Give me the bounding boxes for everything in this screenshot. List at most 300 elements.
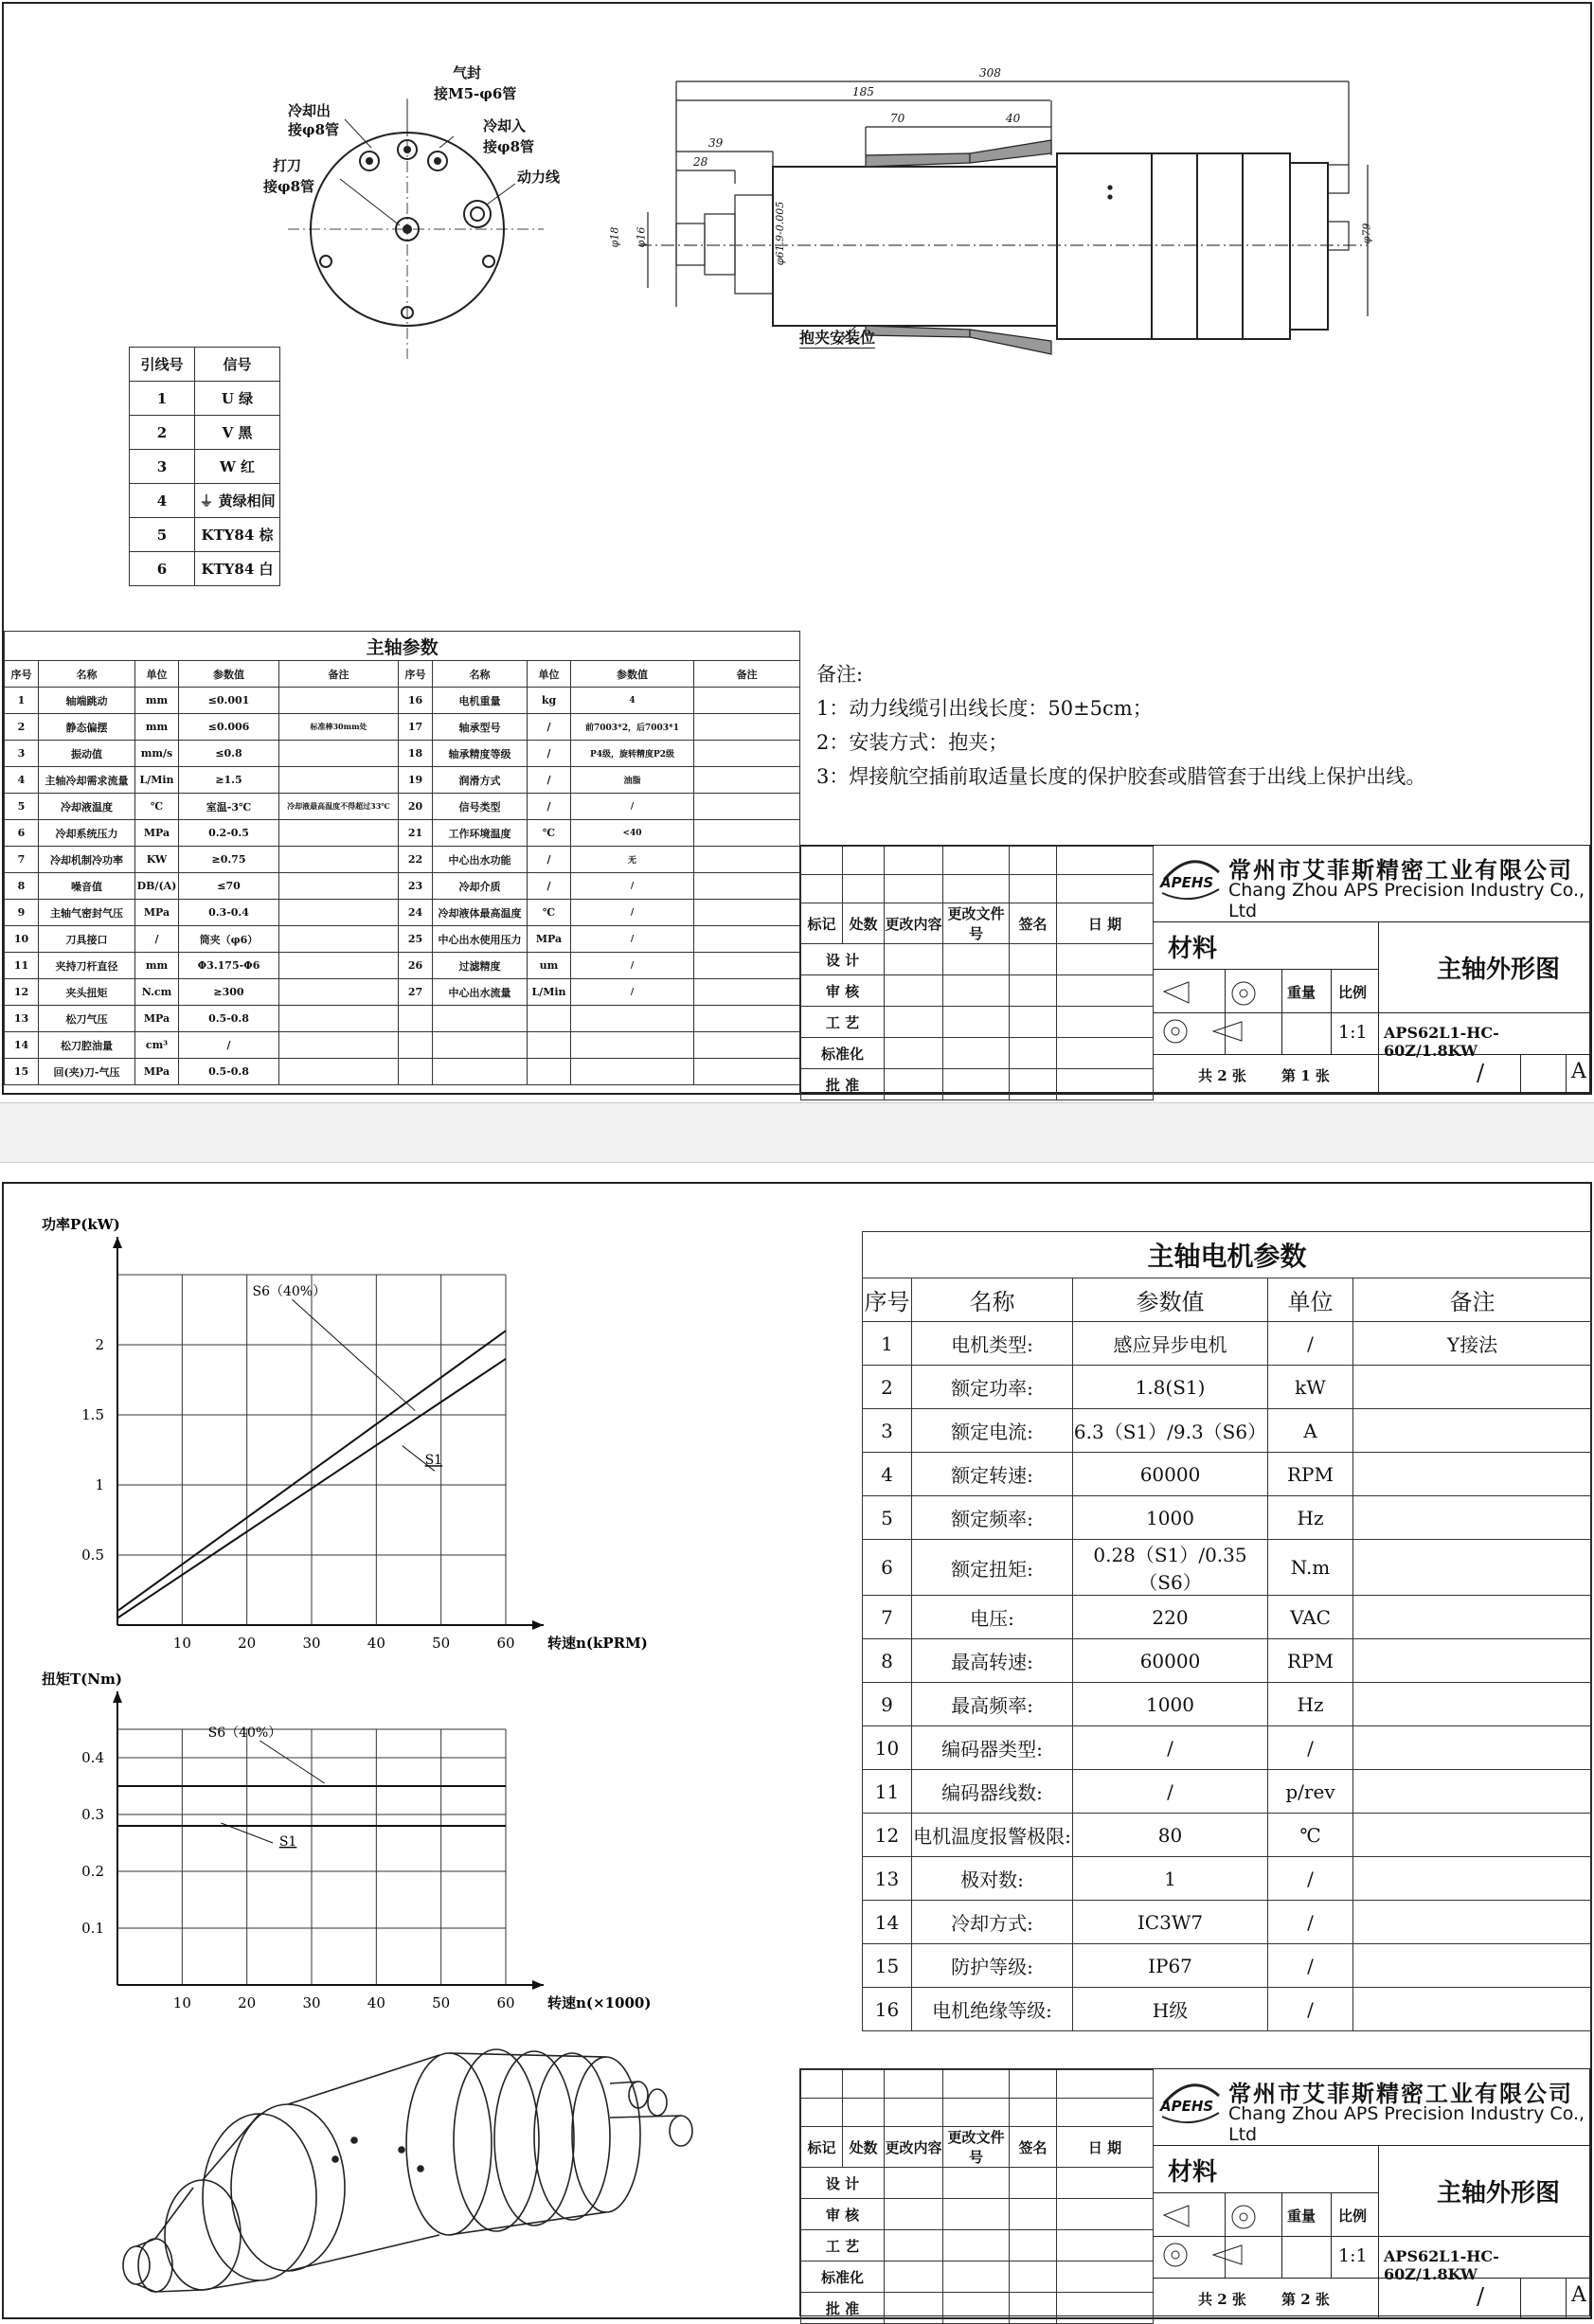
dim-40: 40 <box>1006 112 1021 125</box>
spindle-params-title: 主轴参数 <box>5 632 800 661</box>
motor-cell: 编码器线数: <box>912 1770 1073 1814</box>
motor-cell: 8 <box>863 1639 912 1683</box>
spindle-cell: MPa <box>135 900 179 926</box>
tb-role-design: 设 计 <box>801 2168 885 2199</box>
motor-cell <box>1353 1857 1592 1901</box>
wiring-cell: 6 <box>130 552 195 586</box>
spindle-cell <box>694 767 800 794</box>
motor-cell <box>1353 1901 1592 1944</box>
motor-cell: / <box>1268 1944 1353 1988</box>
motor-cell: 1.8(S1) <box>1073 1366 1268 1409</box>
spindle-cell: 冷却介质 <box>433 873 528 900</box>
spindle-cell: ≤70 <box>179 873 279 900</box>
motor-cell <box>1353 1596 1592 1639</box>
table-row <box>863 1770 1592 1814</box>
spindle-cell: / <box>528 714 571 741</box>
spindle-cell: 刀具接口 <box>39 926 135 953</box>
motor-cell: Hz <box>1268 1683 1353 1726</box>
tb-header-date: 日 期 <box>1057 903 1154 944</box>
spindle-cell: / <box>528 847 571 873</box>
spindle-cell: DB/(A) <box>135 873 179 900</box>
spindle-cell <box>528 1059 571 1085</box>
spindle-cell: 10 <box>5 926 39 953</box>
spindle-cell: 筒夹（φ6） <box>179 926 279 953</box>
spindle-cell: 15 <box>5 1059 39 1085</box>
dim-phi16: φ16 <box>635 226 648 248</box>
cool-out-label: 冷却出 <box>288 102 331 119</box>
tb-header-change: 更改内容 <box>885 2127 943 2168</box>
dim-70: 70 <box>890 112 905 125</box>
x-tick-label: 30 <box>302 1635 321 1652</box>
spindle-cell <box>694 953 800 979</box>
motor-cell: 14 <box>863 1901 912 1944</box>
company-name-en: Chang Zhou APS Precision Industry Co., Ltd <box>1228 2103 1585 2145</box>
motor-cell: / <box>1073 1770 1268 1814</box>
spindle-cell: 21 <box>399 820 433 847</box>
spindle-cell <box>433 1059 528 1085</box>
spindle-cell: ≥0.75 <box>179 847 279 873</box>
wiring-cell: 3 <box>130 450 195 484</box>
spindle-cell: 润滑方式 <box>433 767 528 794</box>
motor-cell: 80 <box>1073 1814 1268 1857</box>
spindle-cell: 电机重量 <box>433 688 528 714</box>
table-row <box>863 1726 1592 1770</box>
y-tick-label: 1 <box>95 1476 104 1493</box>
spindle-cell: ℃ <box>528 820 571 847</box>
company-name-cn: 常州市艾菲斯精密工业有限公司 <box>1228 856 1573 884</box>
x-axis-arrow-icon <box>532 1980 544 1990</box>
motor-cell <box>1353 1366 1592 1409</box>
motor-cell <box>1353 1988 1592 2031</box>
motor-cell <box>1353 1540 1592 1596</box>
wiring-header-signal: 信号 <box>195 348 280 382</box>
spindle-cell: 6 <box>5 820 39 847</box>
table-row <box>863 1322 1592 1366</box>
spindle-cell <box>694 926 800 953</box>
wiring-cell: 2 <box>130 416 195 450</box>
spindle-cell: / <box>571 926 694 953</box>
note-item-3: 3：焊接航空插前取适量长度的保护胶套或腊管套于出线上保护出线。 <box>816 765 1426 788</box>
spindle-cell: / <box>135 926 179 953</box>
spindle-cell: 27 <box>399 979 433 1006</box>
spindle-cell: MPa <box>135 1059 179 1085</box>
spindle-cell: mm <box>135 953 179 979</box>
spindle-cell: 工作环境温度 <box>433 820 528 847</box>
spindle-cell <box>279 688 399 714</box>
wiring-cell: 4 <box>130 484 195 518</box>
motor-cell: 最高频率: <box>912 1683 1073 1726</box>
motor-cell: RPM <box>1268 1453 1353 1496</box>
spindle-cell: / <box>571 794 694 820</box>
wiring-cell: KTY84 棕 <box>195 518 280 552</box>
motor-cell: 极对数: <box>912 1857 1073 1901</box>
tb-header-date: 日 期 <box>1057 2127 1154 2168</box>
wiring-cell: W 红 <box>195 450 280 484</box>
spindle-cell <box>694 1032 800 1059</box>
table-row <box>5 900 800 926</box>
spindle-cell: <40 <box>571 820 694 847</box>
y-axis-arrow-icon <box>113 1691 122 1703</box>
table-row <box>5 979 800 1006</box>
motor-cell: 4 <box>863 1453 912 1496</box>
motor-cell: H级 <box>1073 1988 1268 2031</box>
cool-in-label: 冷却入 <box>483 117 527 134</box>
motor-cell: 60000 <box>1073 1453 1268 1496</box>
spindle-cell <box>571 1006 694 1032</box>
spindle-cell: L/Min <box>135 767 179 794</box>
spindle-cell: 13 <box>5 1006 39 1032</box>
x-axis-arrow-icon <box>532 1620 544 1630</box>
motor-cell <box>1353 1639 1592 1683</box>
motor-cell <box>1353 1496 1592 1540</box>
y-tick-label: 1.5 <box>81 1406 104 1423</box>
tb-header-file: 更改文件号 <box>943 2127 1010 2168</box>
notes-title: 备注: <box>816 663 864 686</box>
projection-symbol-icon <box>1156 973 1289 1052</box>
motor-cell: 电压: <box>912 1596 1073 1639</box>
projection-symbol-icon <box>1156 2196 1289 2276</box>
y-axis-arrow-icon <box>113 1237 122 1248</box>
drawing-sheet-1 <box>2 2 1592 1095</box>
x-tick-label: 10 <box>172 1635 191 1652</box>
drawing-title: 主轴外形图 <box>1437 2179 1561 2208</box>
motor-cell: 编码器类型: <box>912 1726 1073 1770</box>
spindle-cell: ≤0.8 <box>179 741 279 767</box>
power-chart <box>32 1216 648 1686</box>
spindle-cell: 静态偏摆 <box>39 714 135 741</box>
spindle-col-header: 序号 <box>399 661 433 688</box>
spindle-cell: 26 <box>399 953 433 979</box>
company-logo <box>1158 2075 1225 2124</box>
dim-185: 185 <box>852 85 874 98</box>
motor-params-table <box>862 1231 1592 2031</box>
table-row <box>5 688 800 714</box>
motor-cell: 13 <box>863 1857 912 1901</box>
spindle-cell: 振动值 <box>39 741 135 767</box>
spindle-cell: 4 <box>571 688 694 714</box>
spindle-cell: 冷却液最高温度不得超过33℃ <box>279 794 399 820</box>
power-cable-label: 动力线 <box>517 169 561 186</box>
tb-role-design: 设 计 <box>801 944 885 975</box>
tb-role-standard: 标准化 <box>801 1038 885 1069</box>
total-sheets: 共 2 张 <box>1198 1067 1246 1084</box>
scale-value: 1:1 <box>1338 1022 1368 1043</box>
dim-phi62: φ61.9-0.005 <box>774 201 787 266</box>
spindle-cell: 冷却机制冷功率 <box>39 847 135 873</box>
x-tick-label: 50 <box>432 1635 451 1652</box>
spindle-3d-illustration <box>99 2046 761 2311</box>
spindle-cell <box>279 1059 399 1085</box>
motor-cell: IP67 <box>1073 1944 1268 1988</box>
spindle-cell: MPa <box>528 926 571 953</box>
material-label: 材料 <box>1168 2158 1218 2187</box>
spindle-cell: 24 <box>399 900 433 926</box>
spindle-cell <box>694 1059 800 1085</box>
motor-cell: 15 <box>863 1944 912 1988</box>
spindle-cell: 回(夹)刀-气压 <box>39 1059 135 1085</box>
spindle-params-table <box>4 631 800 1085</box>
x-tick-label: 10 <box>172 1994 191 2011</box>
company-name-en: Chang Zhou APS Precision Industry Co., Ltd <box>1228 880 1585 921</box>
spindle-cell <box>694 794 800 820</box>
table-row <box>863 1988 1592 2031</box>
spindle-cell: 中心出水使用压力 <box>433 926 528 953</box>
wiring-cell: V 黑 <box>195 416 280 450</box>
motor-cell: 额定电流: <box>912 1409 1073 1453</box>
motor-cell: 10 <box>863 1726 912 1770</box>
table-row <box>863 1683 1592 1726</box>
motor-cell: p/rev <box>1268 1770 1353 1814</box>
leader-line-s6 <box>260 1741 324 1783</box>
x-tick-label: 40 <box>367 1994 385 2011</box>
spindle-col-header: 备注 <box>279 661 399 688</box>
spindle-col-header: 单位 <box>528 661 571 688</box>
spindle-cell: 3 <box>5 741 39 767</box>
x-tick-label: 40 <box>367 1635 385 1652</box>
tool-release-label: 打刀 <box>273 157 302 174</box>
spindle-cell: 轴承精度等级 <box>433 741 528 767</box>
series-label-s6: S6（40%） <box>252 1284 327 1300</box>
motor-params-title: 主轴电机参数 <box>863 1232 1592 1278</box>
table-row <box>5 1059 800 1085</box>
table-row <box>863 1409 1592 1453</box>
spindle-cell: 0.3-0.4 <box>179 900 279 926</box>
spindle-cell: 主轴气密封气压 <box>39 900 135 926</box>
slash-mark: / <box>1477 2283 1485 2310</box>
motor-cell: 1000 <box>1073 1496 1268 1540</box>
spindle-cell <box>279 926 399 953</box>
spindle-cell: um <box>528 953 571 979</box>
spindle-cell: 油脂 <box>571 767 694 794</box>
spindle-cell: 轴端跳动 <box>39 688 135 714</box>
table-row <box>5 847 800 873</box>
spindle-cell: / <box>528 767 571 794</box>
table-row <box>863 1901 1592 1944</box>
title-block-2 <box>799 2068 1590 2316</box>
series-label-s1: S1 <box>278 1834 297 1850</box>
motor-cell <box>1353 1409 1592 1453</box>
spindle-cell <box>279 873 399 900</box>
spindle-cell: 中心出水功能 <box>433 847 528 873</box>
motor-col-header: 单位 <box>1268 1278 1353 1322</box>
spindle-cell: 中心出水流量 <box>433 979 528 1006</box>
motor-cell: N.m <box>1268 1540 1353 1596</box>
motor-cell: IC3W7 <box>1073 1901 1268 1944</box>
spindle-cell: / <box>571 953 694 979</box>
table-row <box>5 714 800 741</box>
motor-cell: ℃ <box>1268 1814 1353 1857</box>
spindle-cell: 冷却液温度 <box>39 794 135 820</box>
scale-label: 比例 <box>1338 2208 1368 2225</box>
x-axis-label: 转速n(×1000) <box>547 1994 652 2011</box>
spindle-cell <box>433 1032 528 1059</box>
table-row <box>5 873 800 900</box>
dim-308: 308 <box>979 66 1001 80</box>
notes-block <box>816 657 1425 794</box>
spindle-cell: / <box>571 900 694 926</box>
model-number: APS62L1-HC-60Z/1.8KW <box>1384 2247 1499 2283</box>
x-tick-label: 60 <box>496 1635 515 1652</box>
spindle-cell <box>279 741 399 767</box>
motor-cell: kW <box>1268 1366 1353 1409</box>
revision-letter: A <box>1571 1060 1586 1083</box>
table-row <box>5 953 800 979</box>
spindle-cell: ℃ <box>135 794 179 820</box>
motor-cell <box>1353 1814 1592 1857</box>
tb-role-process: 工 艺 <box>801 2230 885 2261</box>
spindle-col-header: 单位 <box>135 661 179 688</box>
note-item-2: 2：安装方式：抱夹； <box>816 731 1009 754</box>
spindle-cell: 松刀气压 <box>39 1006 135 1032</box>
spindle-cell: 0.5-0.8 <box>179 1059 279 1085</box>
weight-label: 重量 <box>1287 2208 1316 2225</box>
leader-line-s6 <box>293 1299 416 1410</box>
spindle-cell <box>279 767 399 794</box>
motor-cell: 9 <box>863 1683 912 1726</box>
spindle-cell: 23 <box>399 873 433 900</box>
spindle-cell: / <box>528 741 571 767</box>
spindle-cell <box>399 1006 433 1032</box>
x-tick-label: 30 <box>302 1994 321 2011</box>
motor-cell: 7 <box>863 1596 912 1639</box>
motor-cell <box>1353 1770 1592 1814</box>
tb-header-sign: 签名 <box>1010 903 1057 944</box>
table-row <box>863 1540 1592 1596</box>
motor-cell: 6 <box>863 1540 912 1596</box>
spindle-cell <box>571 1032 694 1059</box>
spindle-cell: kg <box>528 688 571 714</box>
clamp-position-label: 抱夹安装位 <box>799 326 875 349</box>
spindle-cell: N.cm <box>135 979 179 1006</box>
spindle-cell <box>571 1059 694 1085</box>
table-row <box>130 450 280 484</box>
table-row <box>130 382 280 416</box>
motor-cell: Hz <box>1268 1496 1353 1540</box>
spindle-cell: 19 <box>399 767 433 794</box>
spindle-cell <box>279 953 399 979</box>
table-row <box>130 518 280 552</box>
motor-cell: 0.28（S1）/0.35（S6） <box>1073 1540 1268 1596</box>
spindle-cell: 前7003*2，后7003*1 <box>571 714 694 741</box>
spindle-cell <box>433 1006 528 1032</box>
motor-cell: 5 <box>863 1496 912 1540</box>
spindle-cell: 主轴冷却需求流量 <box>39 767 135 794</box>
slash-mark: / <box>1477 1060 1485 1086</box>
scale-value: 1:1 <box>1338 2245 1368 2266</box>
spindle-cell: 噪音值 <box>39 873 135 900</box>
revision-table <box>800 846 1154 1100</box>
spindle-cell: mm <box>135 714 179 741</box>
tb-role-standard: 标准化 <box>801 2261 885 2293</box>
spindle-cell <box>694 714 800 741</box>
spindle-col-header: 参数值 <box>179 661 279 688</box>
motor-cell: / <box>1268 1857 1353 1901</box>
dim-39: 39 <box>708 136 724 150</box>
spindle-col-header: 序号 <box>5 661 39 688</box>
total-sheets: 共 2 张 <box>1198 2291 1246 2308</box>
motor-col-header: 名称 <box>912 1278 1073 1322</box>
title-block-1 <box>799 845 1590 1093</box>
spindle-cell: ≤0.001 <box>179 688 279 714</box>
spindle-cell <box>694 688 800 714</box>
spindle-cell <box>279 1032 399 1059</box>
table-row <box>863 1639 1592 1683</box>
table-row <box>863 1366 1592 1409</box>
spindle-cell: 7 <box>5 847 39 873</box>
tb-role-review: 审 核 <box>801 975 885 1007</box>
spindle-cell: 夹持刀杆直径 <box>39 953 135 979</box>
material-label: 材料 <box>1168 935 1218 963</box>
motor-cell: 2 <box>863 1366 912 1409</box>
side-view-drawing <box>610 61 1387 364</box>
wiring-cell: 1 <box>130 382 195 416</box>
spindle-cell <box>279 820 399 847</box>
spindle-cell: / <box>571 979 694 1006</box>
motor-cell: 220 <box>1073 1596 1268 1639</box>
y-tick-label: 0.1 <box>81 1920 104 1937</box>
motor-col-header: 参数值 <box>1073 1278 1268 1322</box>
tb-header-count: 处数 <box>843 2127 885 2168</box>
table-row <box>130 484 280 518</box>
air-seal-label: 气封 <box>453 64 482 81</box>
company-logo <box>1158 851 1225 901</box>
dim-phi79: φ79 <box>1360 223 1373 244</box>
series-label-s1: S1 <box>424 1453 443 1469</box>
spindle-cell: mm/s <box>135 741 179 767</box>
spindle-cell: 0.2-0.5 <box>179 820 279 847</box>
table-row <box>863 1814 1592 1857</box>
drawing-title: 主轴外形图 <box>1437 956 1561 984</box>
spindle-cell: 14 <box>5 1032 39 1059</box>
table-row <box>5 926 800 953</box>
motor-cell: 电机温度报警极限: <box>912 1814 1073 1857</box>
spindle-cell <box>528 1032 571 1059</box>
y-axis-label: 功率P(kW) <box>42 1216 120 1233</box>
spindle-cell: cm³ <box>135 1032 179 1059</box>
spindle-cell: 22 <box>399 847 433 873</box>
spindle-cell: L/Min <box>528 979 571 1006</box>
spindle-cell: ≥1.5 <box>179 767 279 794</box>
table-row <box>130 552 280 586</box>
y-tick-label: 2 <box>95 1336 104 1353</box>
model-number: APS62L1-HC-60Z/1.8KW <box>1384 1024 1499 1060</box>
wiring-header-lead: 引线号 <box>130 348 195 382</box>
motor-cell <box>1353 1944 1592 1988</box>
wiring-table <box>129 347 280 586</box>
spindle-cell: P4级，旋转精度P2级 <box>571 741 694 767</box>
spindle-col-header: 备注 <box>694 661 800 688</box>
table-row <box>863 1453 1592 1496</box>
spindle-cell: 无 <box>571 847 694 873</box>
motor-cell: 60000 <box>1073 1639 1268 1683</box>
tb-role-review: 审 核 <box>801 2199 885 2230</box>
tb-header-mark: 标记 <box>801 2127 843 2168</box>
tb-header-count: 处数 <box>843 903 885 944</box>
spindle-cell: Φ3.175-Φ6 <box>179 953 279 979</box>
drawing-sheet-2 <box>2 1182 1592 2319</box>
y-tick-label: 0.5 <box>81 1546 104 1564</box>
tb-role-approve: 批 准 <box>801 2293 885 2324</box>
motor-cell: 冷却方式: <box>912 1901 1073 1944</box>
y-tick-label: 0.4 <box>81 1749 104 1766</box>
motor-cell: 额定转速: <box>912 1453 1073 1496</box>
spindle-cell <box>279 900 399 926</box>
cool-in-fitting-label: 接φ8管 <box>483 138 535 155</box>
spindle-cell: 室温-3℃ <box>179 794 279 820</box>
spindle-cell: MPa <box>135 820 179 847</box>
spindle-cell: MPa <box>135 1006 179 1032</box>
dim-28: 28 <box>693 155 708 169</box>
